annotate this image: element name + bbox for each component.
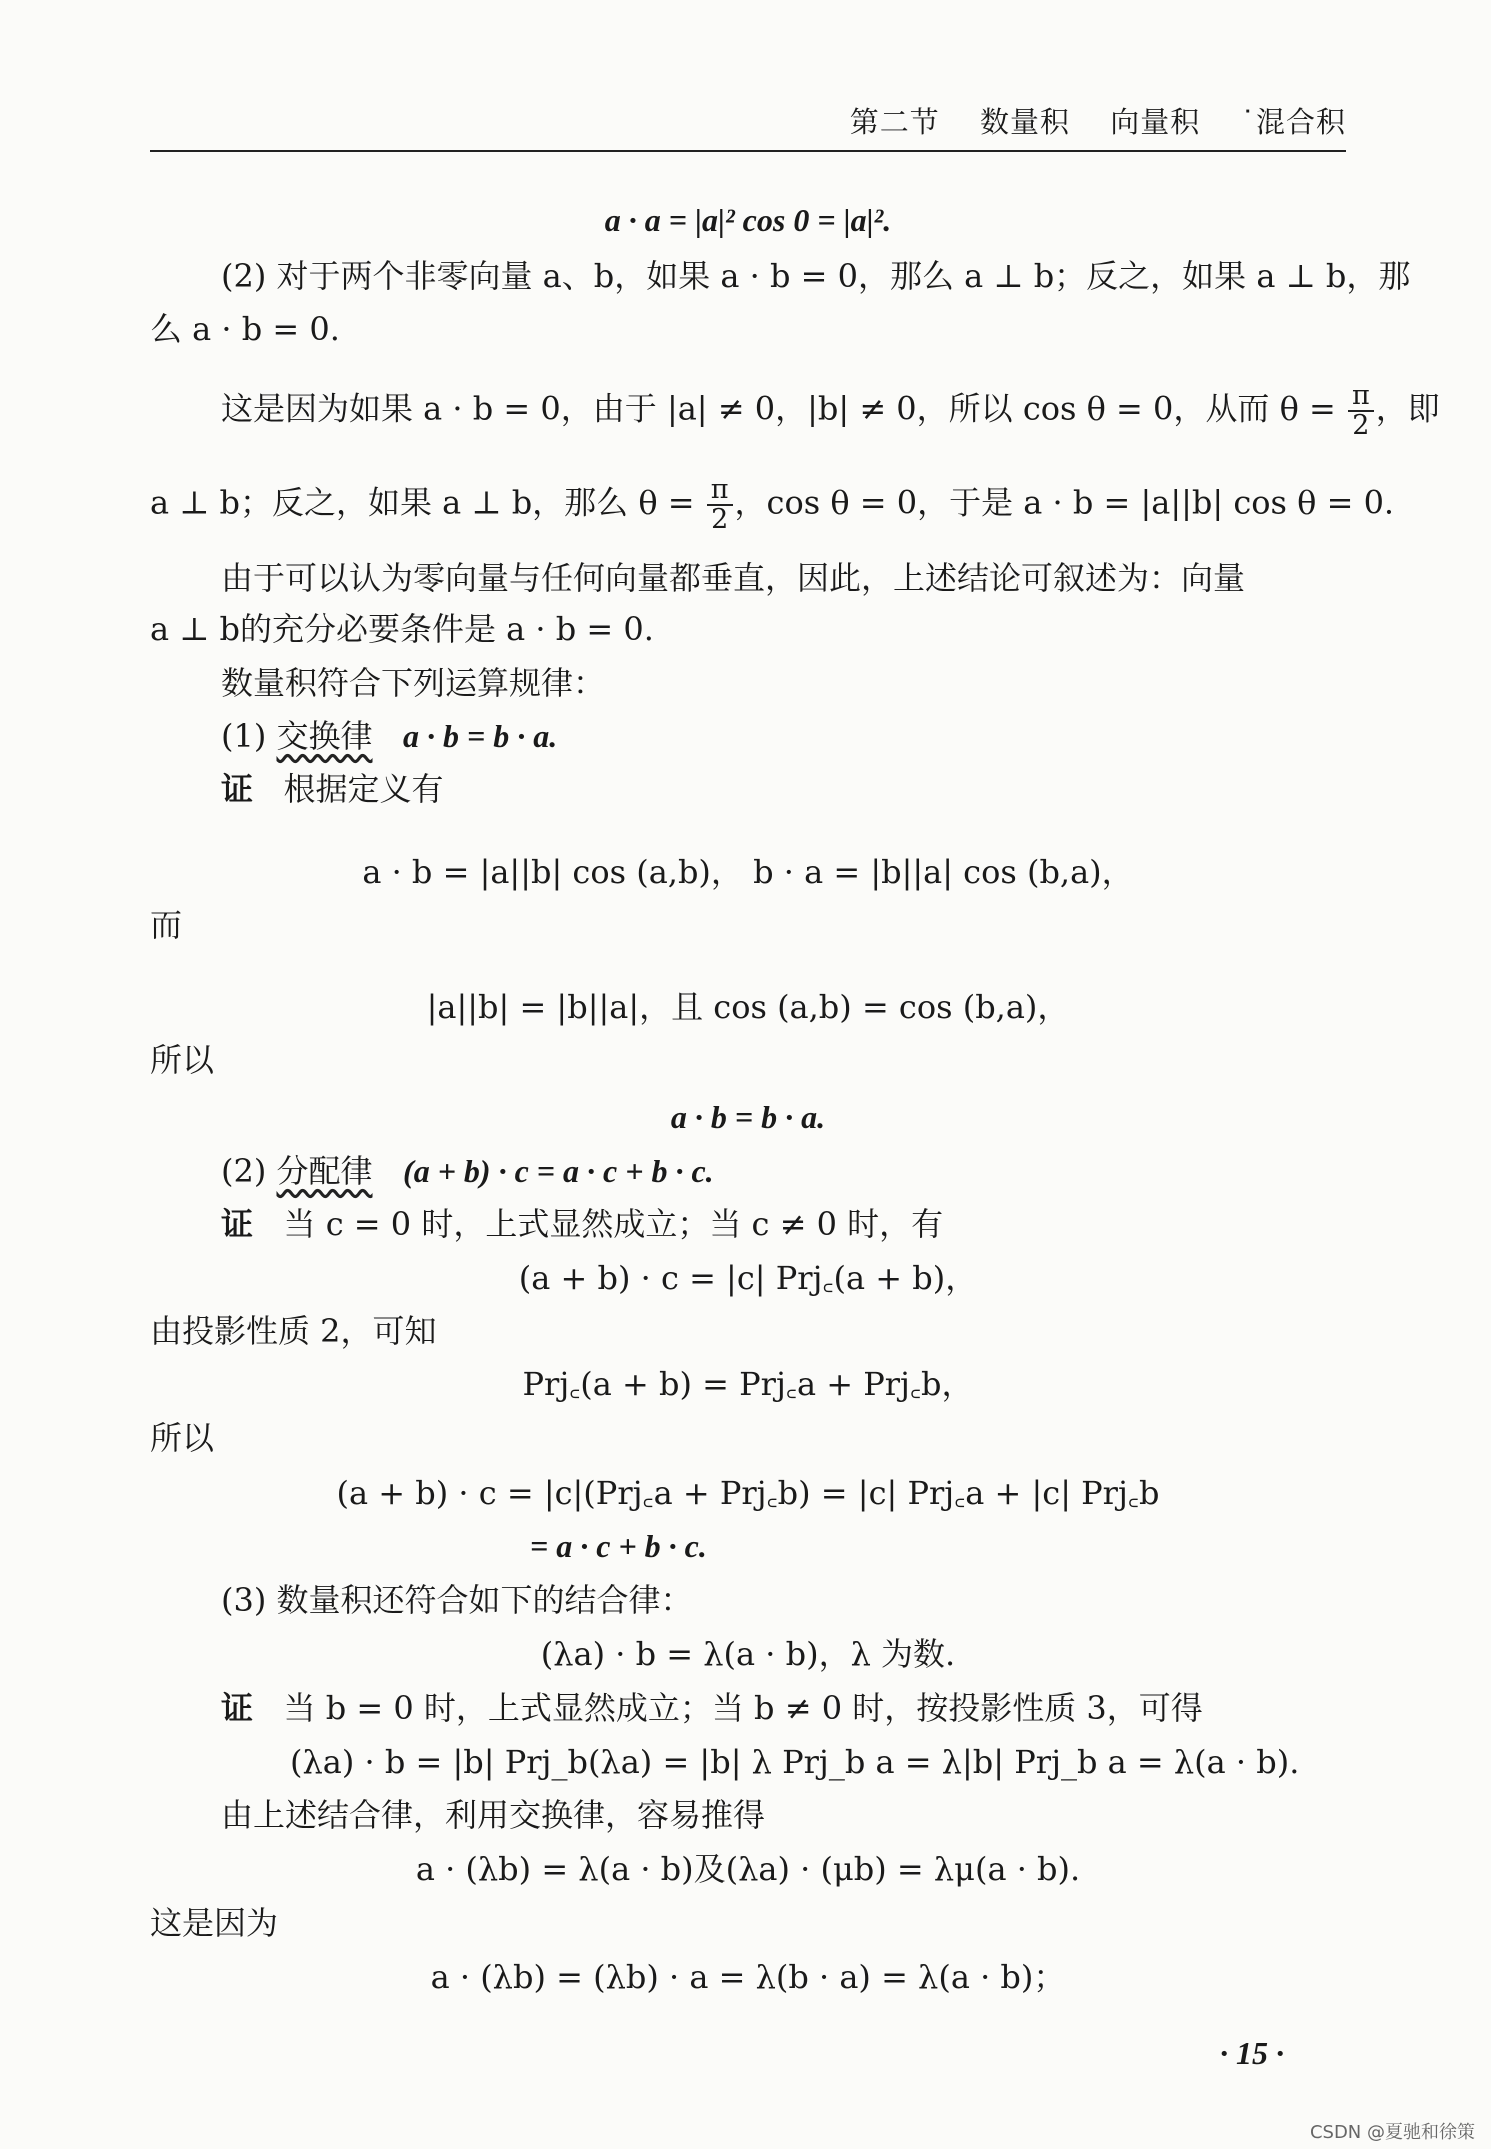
para-projection-2: 由投影性质 2，可知	[150, 1312, 437, 1350]
law-name-commutative: 交换律	[276, 717, 373, 755]
eq-associative: (λa) · b = λ(a · b)，λ 为数.	[540, 1635, 956, 1673]
word-suoyi-1: 所以	[150, 1041, 215, 1079]
header-section: 第二节	[849, 105, 940, 139]
header-title-cross: 向量积	[1110, 105, 1201, 139]
law-name-distributive: 分配律	[276, 1152, 373, 1190]
para-2-line1: (2) 对于两个非零向量 a、b，如果 a · b = 0，那么 a ⊥ b；反之，如果 a ⊥ b，那	[221, 257, 1411, 295]
fraction-pi-over-2: $\frac{\pi}{2}$	[1348, 382, 1374, 440]
eq-projection-sum: Prj꜀(a + b) = Prj꜀a + Prj꜀b，	[522, 1365, 974, 1403]
proof-label: 证	[221, 770, 254, 808]
eq-distribute-2: = a · c + b · c.	[530, 1528, 707, 1564]
proof-3-start: 证 当 b = 0 时，上式显然成立；当 b ≠ 0 时，按投影性质 3，可得	[221, 1689, 1203, 1727]
proof-2-start: 证 当 c = 0 时，上式显然成立；当 c ≠ 0 时，有	[221, 1205, 944, 1243]
header-title-dot: 数量积	[980, 105, 1071, 139]
header-title-mixed: ˙混合积	[1240, 105, 1346, 139]
page-number: · 15 ·	[1220, 2035, 1284, 2071]
rule-associative: (3) 数量积还符合如下的结合律：	[221, 1581, 693, 1619]
word-suoyi-2: 所以	[150, 1419, 215, 1457]
para-zero-vector: 由于可以认为零向量与任何向量都垂直，因此，上述结论可叙述为：向量	[221, 559, 1246, 597]
word-er: 而	[150, 906, 183, 944]
eq-definition: a · b = |a||b| cos (a,b)， b · a = |b||a| cos (b,a)，	[362, 853, 1134, 891]
para-rules-intro: 数量积符合下列运算规律：	[221, 664, 606, 702]
eq-self-dot: a · a = |a|² cos 0 = |a|².	[604, 202, 892, 238]
eq-commute-result: a · b = b · a.	[670, 1099, 826, 1135]
para-zero-vector-2: a ⊥ b的充分必要条件是 a · b = 0.	[150, 610, 654, 648]
para-reason-line2: a ⊥ b；反之，如果 a ⊥ b，那么 θ = $\frac{\pi}{2}$ ，cos θ = 0，于是 a · b = |a||b| cos θ = 0.	[150, 474, 1395, 535]
para-reason-line1: 这是因为如果 a · b = 0，由于 |a| ≠ 0，|b| ≠ 0，所以 cos θ = 0，从而 θ = $\frac{\pi}{2}$ ，即	[221, 380, 1440, 441]
running-header	[150, 100, 1346, 152]
para-deduce: 由上述结合律，利用交换律，容易推得	[221, 1796, 766, 1834]
eq-lambda-swap: a · (λb) = (λb) · a = λ(b · a) = λ(a · b)；	[430, 1958, 1066, 1996]
eq-projection: (a + b) · c = |c| Prj꜀(a + b)，	[518, 1259, 978, 1297]
eq-abs-commute: |a||b| = |b||a|，且 cos (a,b) = cos (b,a)，	[426, 988, 1070, 1026]
eq-lambda-mu: a · (λb) = λ(a · b)及(λa) · (μb) = λμ(a · b).	[415, 1850, 1081, 1888]
watermark-text: CSDN @夏驰和徐策	[1309, 2122, 1475, 2143]
eq-associative-proof: (λa) · b = |b| Prj_b(λa) = |b| λ Prj_b a = λ|b| Prj_b a = λ(a · b).	[290, 1743, 1300, 1781]
eq-distribute-1: (a + b) · c = |c|(Prj꜀a + Prj꜀b) = |c| Prj꜀a + |c| Prj꜀b	[336, 1474, 1160, 1512]
proof-1-start: 证 根据定义有	[221, 770, 444, 808]
rule-distributive: (2) 分配律 (a + b) · c = a · c + b · c.	[221, 1152, 714, 1190]
para-because: 这是因为	[150, 1904, 279, 1942]
para-2-line2: 么 a · b = 0.	[150, 310, 340, 348]
rule-commutative: (1) 交换律 a · b = b · a.	[221, 717, 558, 755]
fraction-pi-over-2-b: $\frac{\pi}{2}$	[707, 476, 733, 534]
